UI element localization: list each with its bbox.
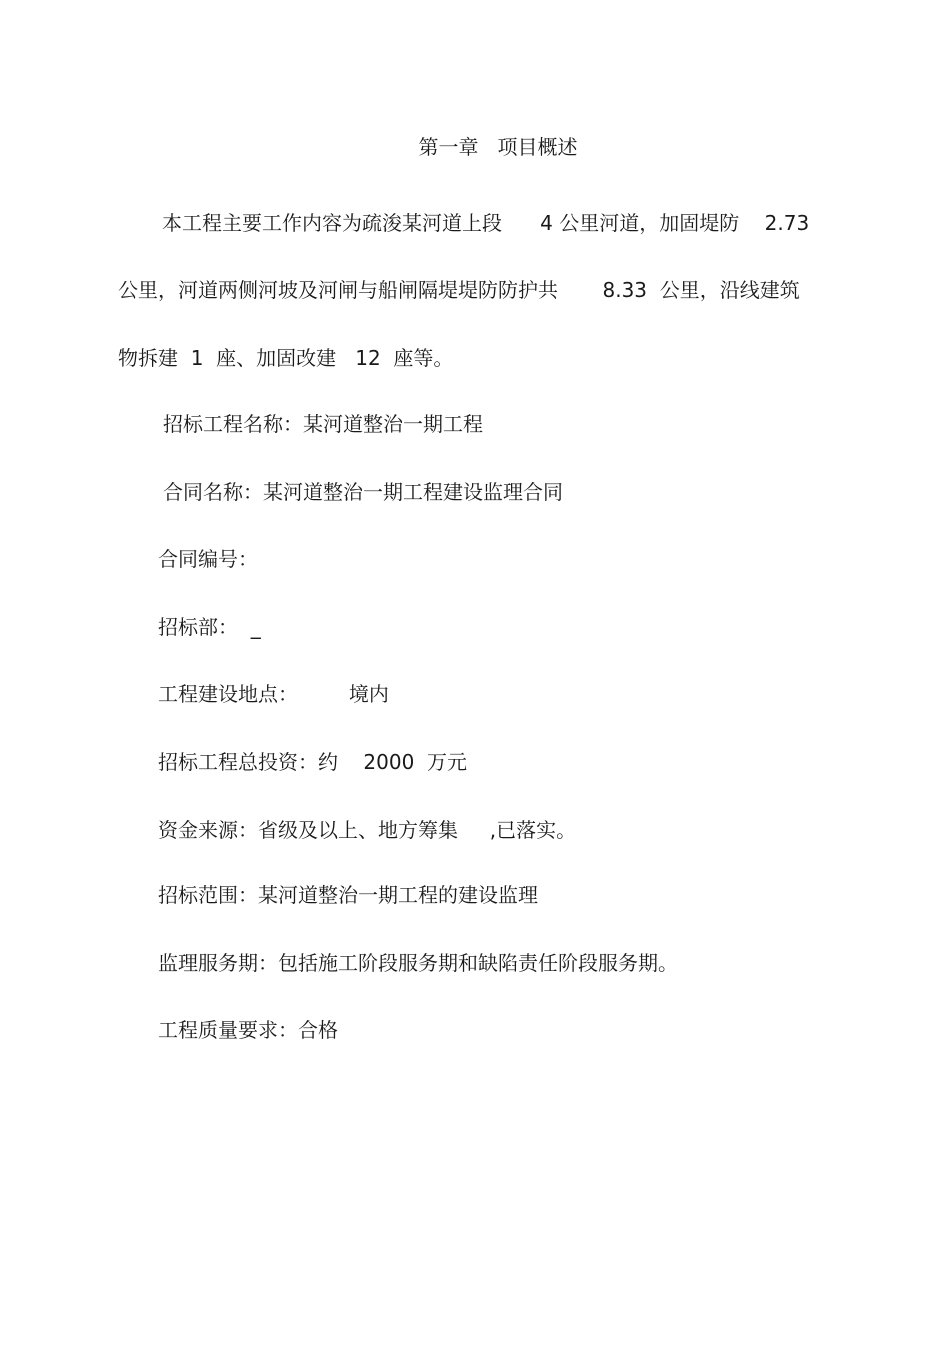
field-funding-source: 资金来源：省级及以上、地方筹集 ,已落实。 xyxy=(158,818,577,842)
field-bidding-department: 招标部： _ xyxy=(158,615,261,639)
field-contract-number: 合同编号： xyxy=(158,547,258,571)
field-bidding-scope: 招标范围：某河道整治一期工程的建设监理 xyxy=(158,883,538,907)
field-project-name: 招标工程名称：某河道整治一期工程 xyxy=(163,412,483,436)
intro-line-1: 本工程主要工作内容为疏浚某河道上段 4 公里河道，加固堤防 2.73 xyxy=(162,211,810,235)
field-quality-requirement: 工程质量要求：合格 xyxy=(158,1018,338,1042)
chapter-title: 第一章 项目概述 xyxy=(418,135,578,159)
field-construction-location: 工程建设地点： 境内 xyxy=(158,682,389,706)
field-total-investment: 招标工程总投资：约 2000 万元 xyxy=(158,750,468,774)
field-contract-name: 合同名称：某河道整治一期工程建设监理合同 xyxy=(163,480,563,504)
intro-line-3: 物拆建 1 座、加固改建 12 座等。 xyxy=(118,346,454,370)
field-service-period: 监理服务期：包括施工阶段服务期和缺陷责任阶段服务期。 xyxy=(158,951,678,975)
intro-line-2: 公里，河道两侧河坡及河闸与船闸隔堤堤防防护共 8.33 公里，沿线建筑 xyxy=(118,278,800,302)
